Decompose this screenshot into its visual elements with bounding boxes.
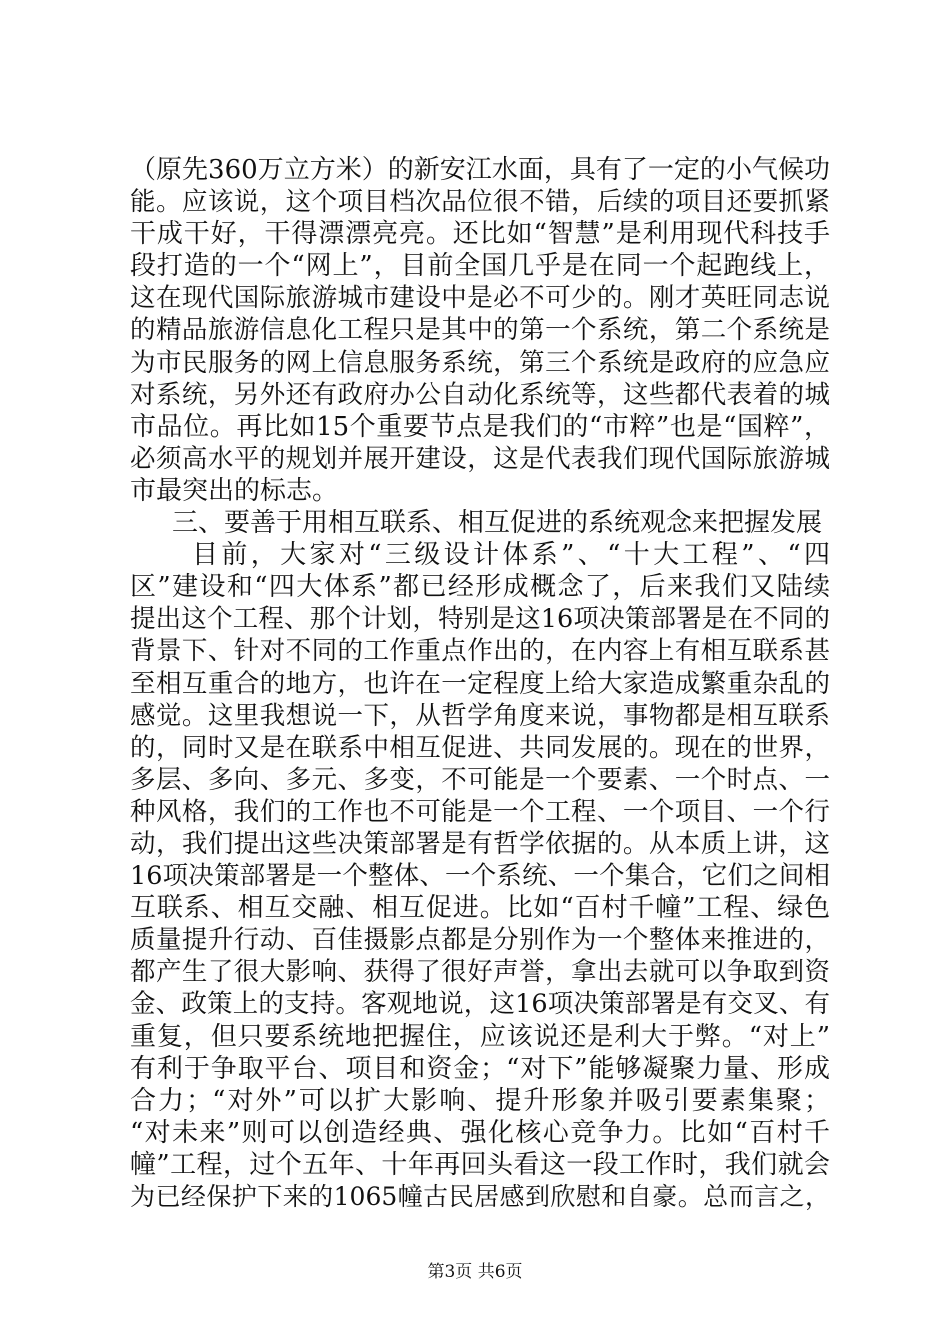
- text-line: 为已经保护下来的1065幢古民居感到欣慰和自豪。总而言之，: [130, 1182, 830, 1211]
- text-line: 质量提升行动、百佳摄影点都是分别作为一个整体来推进的，: [130, 925, 830, 956]
- text-line: 都产生了很大影响、获得了很好声誉，拿出去就可以争取到资: [130, 957, 830, 988]
- text-line: 能。应该说，这个项目档次品位很不错，后续的项目还要抓紧: [130, 187, 830, 218]
- text-line: 段打造的一个“网上”，目前全国几乎是在同一个起跑线上，: [130, 251, 830, 282]
- text-line: 对系统，另外还有政府办公自动化系统等，这些都代表着的城: [130, 379, 830, 410]
- paragraph-main: [130, 539, 830, 1213]
- text-line: 金、政策上的支持。客观地说，这16项决策部署是有交叉、有: [130, 989, 830, 1020]
- text-line: 市最突出的标志。: [130, 475, 339, 506]
- text-line: “对未来”则可以创造经典、强化核心竞争力。比如“百村千: [130, 1117, 830, 1148]
- text-line: 重复，但只要系统地把握住，应该说还是利大于弊。“对上”: [130, 1021, 830, 1052]
- text-line: 提出这个工程、那个计划，特别是这16项决策部署是在不同的: [130, 604, 830, 635]
- paragraph-continued: [130, 154, 830, 507]
- text-line: 至相互重合的地方，也许在一定程度上给大家造成繁重杂乱的: [130, 668, 830, 699]
- section-heading: 三、要善于用相互联系、相互促进的系统观念来把握发展: [172, 508, 823, 539]
- text-line: 有利于争取平台、项目和资金；“对下”能够凝聚力量、形成: [130, 1053, 830, 1084]
- text-line: 合力；“对外”可以扩大影响、提升形象并吸引要素集聚；: [130, 1085, 830, 1116]
- text-line: 背景下、针对不同的工作重点作出的，在内容上有相互联系甚: [130, 636, 830, 667]
- text-line: 种风格，我们的工作也不可能是一个工程、一个项目、一个行: [130, 796, 830, 827]
- text-line: （原先360万立方米）的新安江水面，具有了一定的小气候功: [130, 155, 830, 185]
- text-line: 动，我们提出这些决策部署是有哲学依据的。从本质上讲，这: [130, 828, 830, 859]
- text-line: 为市民服务的网上信息服务系统，第三个系统是政府的应急应: [130, 347, 830, 378]
- document-body: [130, 154, 830, 1213]
- text-line: 市品位。再比如15个重要节点是我们的“市粹”也是“国粹”，: [130, 411, 830, 442]
- text-line: 感觉。这里我想说一下，从哲学角度来说，事物都是相互联系: [130, 700, 830, 731]
- text-line: 幢”工程，过个五年、十年再回头看这一段工作时，我们就会: [130, 1149, 830, 1180]
- text-line: 16项决策部署是一个整体、一个系统、一个集合，它们之间相: [130, 861, 830, 892]
- text-line: 干成干好，干得漂漂亮亮。还比如“智慧”是利用现代科技手: [130, 219, 830, 250]
- text-line: 必须高水平的规划并展开建设，这是代表我们现代国际旅游城: [130, 443, 830, 474]
- text-line: 区”建设和“四大体系”都已经形成概念了，后来我们又陆续: [130, 572, 830, 603]
- text-line: 多层、多向、多元、多变，不可能是一个要素、一个时点、一: [130, 764, 830, 795]
- text-line: 互联系、相互交融、相互促进。比如“百村千幢”工程、绿色: [130, 893, 830, 924]
- text-line: 的精品旅游信息化工程只是其中的第一个系统，第二个系统是: [130, 315, 830, 346]
- page-number-footer: 第3页 共6页: [427, 1262, 523, 1282]
- text-line: 的，同时又是在联系中相互促进、共同发展的。现在的世界，: [130, 732, 830, 763]
- text-line: 目前，大家对“三级设计体系”、“十大工程”、“四: [192, 540, 830, 571]
- text-line: 这在现代国际旅游城市建设中是必不可少的。刚才英旺同志说: [130, 283, 830, 314]
